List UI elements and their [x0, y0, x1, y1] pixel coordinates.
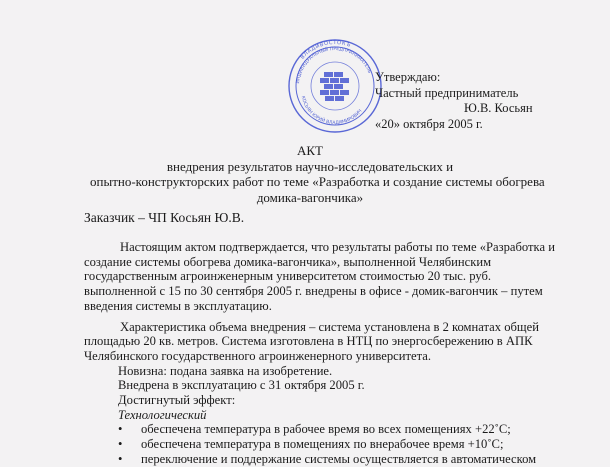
bullet-icon: •	[118, 437, 123, 452]
title-line-3: домика-вагончика»	[256, 190, 364, 206]
stamp-brick-emblem	[320, 72, 349, 101]
approval-date: «20» октября 2005 г.	[375, 116, 483, 131]
title-heading: АКТ	[297, 143, 323, 158]
effect-line: Достигнутый эффект:	[118, 393, 236, 408]
customer-line: Заказчик – ЧП Косьян Ю.В.	[84, 210, 245, 225]
title-line-1: внедрения результатов научно-исследовательских и	[166, 158, 454, 174]
list-item: • переключение и поддержание системы осуществляется в автоматическом	[118, 451, 537, 466]
stamp-top-text: ИНДИВИДУАЛЬНЫЙ ПРЕДПРИНИМАТЕЛЬ	[296, 47, 372, 85]
paragraph-1-line: выполненной с 15 по 30 сентября 2005 г. внедрены в офисе - домик-вагончик – путем	[84, 284, 543, 299]
bullet-icon: •	[118, 422, 123, 437]
title-line-2: опытно-конструкторских работ по теме «Разработка и создание системы обогрева	[90, 174, 545, 190]
stamp-bottom-text: КОСЬЯН ЮРИЙ ВЛАДИМИРОВИЧ	[299, 95, 364, 127]
approval-signatory: Ю.В. Косьян	[464, 101, 533, 116]
paragraph-1-line: введения системы в эксплуатацию.	[84, 298, 272, 313]
approval-position: Частный предприниматель	[375, 85, 519, 100]
deployment-line: Внедрена в эксплуатацию с 31 октября 2005 г.	[118, 378, 365, 393]
stamp-outer-text: ВЛАДИВОСТОКЪ	[299, 40, 352, 61]
paragraph-1-line: Настоящим актом подтверждается, что результаты работы по теме «Разработка и	[120, 240, 555, 254]
bullet-icon: •	[118, 451, 123, 466]
paragraph-2-line: Характеристика объема внедрения – система установлена в 2 комнатах общей	[120, 319, 539, 334]
approval-block	[375, 70, 600, 132]
effect-subheading: Технологический	[118, 407, 207, 422]
approval-label: Утверждаю:	[375, 70, 441, 84]
paragraph-2-line: площадью 20 кв. метров. Система изготовлена в НТЦ по энергосбережению в АПК	[84, 334, 533, 349]
document-body	[84, 240, 598, 467]
novelty-line: Новизна: подана заявка на изобретение.	[118, 363, 333, 378]
organization-stamp	[287, 38, 383, 134]
paragraph-1-line: государственным агроинженерным университетом стоимостью 20 тыс. руб.	[84, 269, 492, 284]
list-item: • обеспечена температура в помещениях по внерабочее время +10˚С;	[118, 437, 504, 452]
paragraph-1-line: создание системы обогрева домика-вагончика», выполненной Челябинским	[84, 254, 492, 269]
paragraph-2-line: Челябинского государственного агроинженерного университета.	[84, 348, 431, 363]
list-item: • обеспечена температура в рабочее время во всех помещениях +22˚С;	[118, 422, 511, 437]
document-title	[90, 143, 545, 206]
